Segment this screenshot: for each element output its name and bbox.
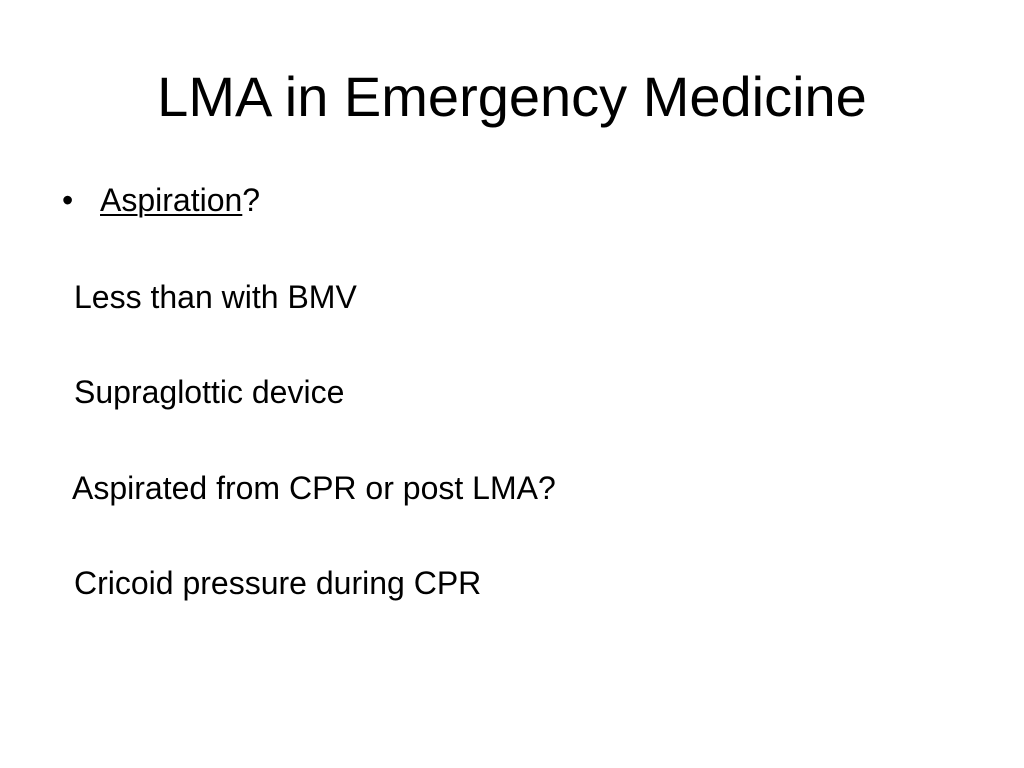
bullet-icon: • [62,182,74,218]
body-line: Less than with BMV [74,279,357,315]
bullet-term: Aspiration [100,182,243,218]
bullet-item-aspiration [62,180,260,220]
body-line: Cricoid pressure during CPR [74,565,482,601]
body-line: Aspirated from CPR or post LMA? [72,470,556,506]
bullet-suffix: ? [242,182,261,218]
slide-title: LMA in Emergency Medicine [157,65,867,128]
body-line: Supraglottic device [74,374,345,410]
